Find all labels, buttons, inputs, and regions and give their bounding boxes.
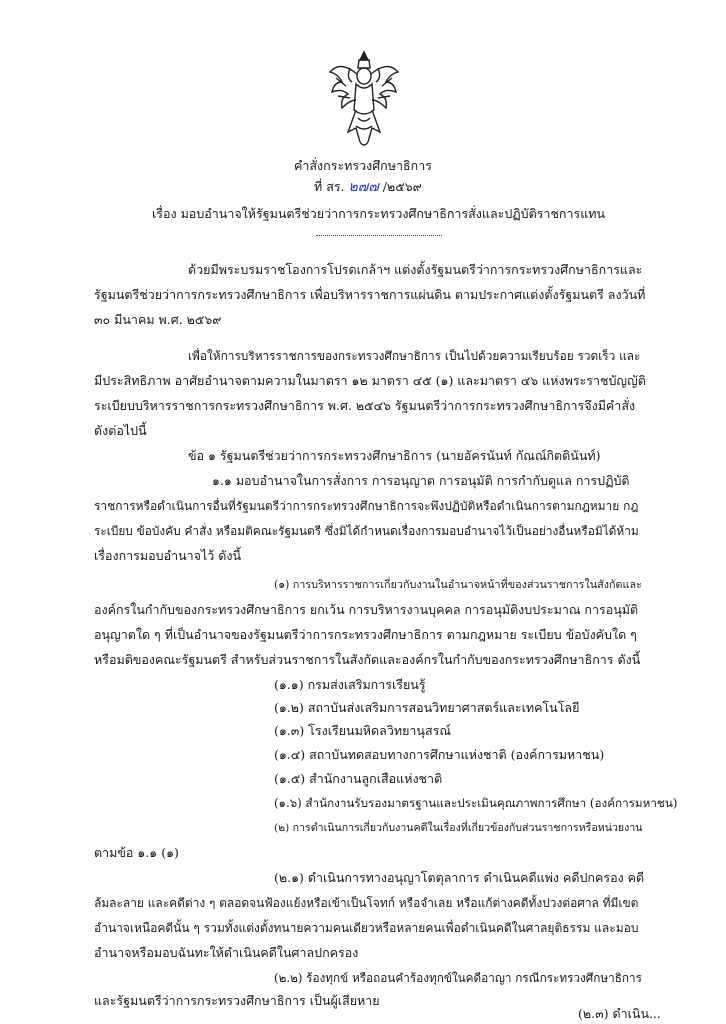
item-2-line-2: ตามข้อ ๑.๑ (๑) [94, 845, 179, 860]
order-number-suffix: /๒๕๖๙ [382, 179, 422, 194]
order-number-handwritten: ๒๗๗ [348, 179, 379, 195]
item-2-1-line-1: (๒.๑) ดำเนินการทางอนุญาโตตุลาการ ดำเนินคดีแพ่ง คดีปกครอง คดี [274, 870, 645, 885]
separator-dotted-line [316, 235, 442, 236]
body-paragraph-1-line-2: รัฐมนตรีช่วยว่าการกระทรวงศึกษาธิการ เพื่อบริหารราชการแผ่นดิน ตามประกาศแต่งตั้งรัฐมนตรี ลงวันที่ [94, 287, 646, 302]
document-type-title: คำสั่งกระทรวงศึกษาธิการ [294, 158, 432, 173]
page-continuation-marker: (๒.๓) ดำเนิน... [578, 1006, 661, 1021]
item-2-1-line-3: อำนาจเหนือคดีนั้น ๆ รวมทั้งแต่งตั้งทนายความคนเดียวหรือหลายคนเพื่อดำเนินคดีในศาลยุติธรรม และมอบ [94, 921, 639, 935]
clause-1-1-line-2: ราชการหรือดำเนินการอื่นที่รัฐมนตรีว่าการกระทรวงศึกษาธิการจะพึงปฏิบัติหรือดำเนินการตามกฎหมาย กฎ [94, 499, 639, 513]
item-1-line-3: อนุญาตใด ๆ ที่เป็นอำนาจของรัฐมนตรีว่าการกระทรวงศึกษาธิการ ตามกฎหมาย ระเบียบ ข้อบังคับใด ๆ [94, 627, 637, 642]
agency-list-item: (๑.๓) โรงเรียนมหิดลวิทยานุสรณ์ [274, 723, 451, 738]
clause-1-1-line-3: ระเบียบ ข้อบังคับ คำสั่ง หรือมติคณะรัฐมนตรี ซึ่งมิได้กำหนดเรื่องการมอบอำนาจไว้เป็นอย่างอื่นหรือมิได้ห้าม [94, 524, 639, 538]
item-2-1-line-2: ล้มละลาย และคดีต่าง ๆ ตลอดจนฟ้องแย้งหรือเข้าเป็นโจทก์ หรือจำเลย หรือแก้ต่างคดีทั้งปวงต่อศาล ที่มีเขต [94, 896, 639, 910]
body-paragraph-2-line-3: ระเบียบบริหารราชการกระทรวงศึกษาธิการ พ.ศ. ๒๕๔๖ รัฐมนตรีว่าการกระทรวงศึกษาธิการจึงมีคำสั่ง [94, 398, 636, 413]
body-paragraph-2-line-4: ดังต่อไปนี้ [94, 423, 147, 438]
clause-1-heading: ข้อ ๑ รัฐมนตรีช่วยว่าการกระทรวงศึกษาธิการ (นายอัครนันท์ กัณณ์กิตตินันท์) [188, 448, 601, 463]
agency-list-item: (๑.๕) สำนักงานลูกเสือแห่งชาติ [274, 771, 443, 786]
agency-list-item: (๑.๑) กรมส่งเสริมการเรียนรู้ [274, 677, 426, 692]
agency-list-item: (๑.๒) สถาบันส่งเสริมการสอนวิทยาศาสตร์และเทคโนโลยี [274, 700, 580, 715]
item-1-line-2: องค์กรในกำกับของกระทรวงศึกษาธิการ ยกเว้น การบริหารงานบุคคล การอนุมัติงบประมาณ การอนุมัติ [94, 602, 639, 617]
item-1-line-1: (๑) การบริหารราชการเกี่ยวกับงานในอำนาจหน้าที่ของส่วนราชการในสังกัดและ [274, 578, 642, 591]
body-paragraph-2-line-1: เพื่อให้การบริหารราชการของกระทรวงศึกษาธิการ เป็นไปด้วยความเรียบร้อย รวดเร็ว และ [188, 349, 641, 363]
item-1-line-4: หรือมติของคณะรัฐมนตรี สำหรับส่วนราชการในสังกัดและองค์กรในกำกับของกระทรวงศึกษาธิการ ดังนี้ [94, 652, 641, 667]
item-2-1-line-4: อำนาจหรือมอบฉันทะให้ดำเนินคดีในศาลปกครอง [94, 945, 359, 960]
order-number [314, 179, 422, 195]
item-2-2-line-2: และรัฐมนตรีว่าการกระทรวงศึกษาธิการ เป็นผู้เสียหาย [94, 993, 380, 1008]
garuda-emblem-icon [326, 48, 402, 150]
item-2-2-line-1: (๒.๒) ร้องทุกข์ หรือถอนคำร้องทุกข์ในคดีอาญา กรณีกระทรวงศึกษาธิการ [274, 971, 642, 985]
agency-list-item: (๑.๔) สถาบันทดสอบทางการศึกษาแห่งชาติ (องค์การมหาชน) [274, 747, 605, 762]
subject-line: เรื่อง มอบอำนาจให้รัฐมนตรีช่วยว่าการกระทรวงศึกษาธิการสั่งและปฏิบัติราชการแทน [152, 206, 606, 221]
item-2-line-1: (๒) การดำเนินการเกี่ยวกับงานคดีในเรื่องที่เกี่ยวข้องกับส่วนราชการหรือหน่วยงาน [274, 821, 643, 834]
body-paragraph-2-line-2: มีประสิทธิภาพ อาศัยอำนาจตามความในมาตรา ๑๒ มาตรา ๔๕ (๑) และมาตรา ๔๖ แห่งพระราชบัญญัติ [94, 373, 646, 388]
clause-1-1-line-1: ๑.๑ มอบอำนาจในการสั่งการ การอนุญาต การอนุมัติ การกำกับดูแล การปฏิบัติ [212, 473, 630, 488]
body-paragraph-1-line-3: ๓๐ มีนาคม พ.ศ. ๒๕๖๙ [94, 312, 222, 327]
agency-list-item: (๑.๖) สำนักงานรับรองมาตรฐานและประเมินคุณภาพการศึกษา (องค์การมหาชน) [274, 796, 678, 810]
body-paragraph-1-line-1: ด้วยมีพระบรมราชโองการโปรดเกล้าฯ แต่งตั้งรัฐมนตรีว่าการกระทรวงศึกษาธิการและ [188, 262, 643, 277]
clause-1-1-line-4: เรื่องการมอบอำนาจไว้ ดังนี้ [94, 548, 242, 563]
order-number-prefix: ที่ สร. [314, 179, 345, 194]
